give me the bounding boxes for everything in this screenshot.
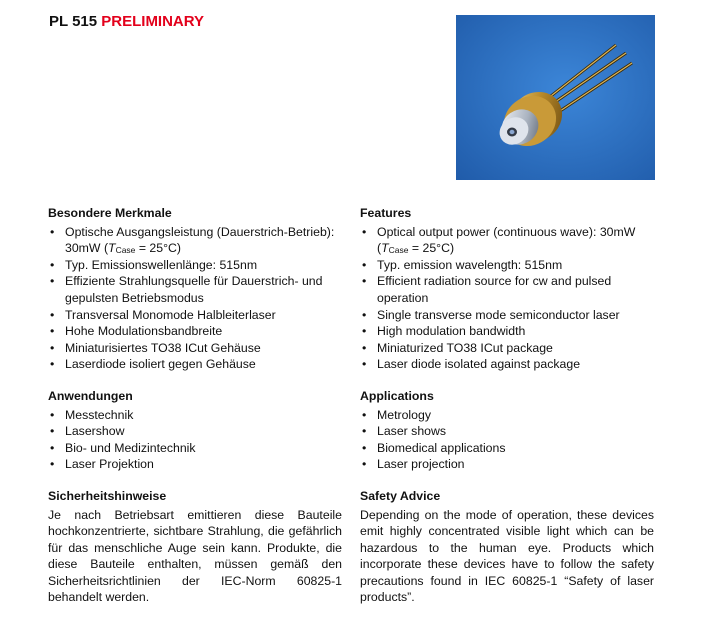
safety-paragraph: Je nach Betriebsart emittieren diese Bauteile hochkonzentrierte, sichtbare Strahlung, die gefährlich für das menschliche Auge sein kann. Produkte, die diese Bauteile enthalten, müssen gemäß den Sicherheitsrichtlinien der IEC-Norm 60825-1 behandelt werden. xyxy=(48,507,342,605)
list-item: • Miniaturisiertes TO38 ICut Gehäuse xyxy=(48,340,342,357)
sicherheitshinweise-section xyxy=(48,488,342,606)
features-list xyxy=(360,224,654,373)
list-item: • Effiziente Strahlungsquelle für Dauerstrich- und gepulsten Betriebsmodus xyxy=(48,273,342,306)
english-column xyxy=(360,205,654,606)
section-heading: Applications xyxy=(360,388,434,403)
list-item: • Miniaturized TO38 ICut package xyxy=(360,340,654,357)
list-item: • High modulation bandwidth xyxy=(360,323,654,340)
german-column xyxy=(48,205,342,606)
list-item: • Transversal Monomode Halbleiterlaser xyxy=(48,307,342,324)
features-list xyxy=(48,224,342,373)
besondere-merkmale-section xyxy=(48,205,342,373)
applications-list xyxy=(360,407,654,473)
section-heading: Besondere Merkmale xyxy=(48,206,172,220)
list-item: • Laser shows xyxy=(360,423,654,440)
safety-advice-section xyxy=(360,488,654,606)
list-item: • Laserdiode isoliert gegen Gehäuse xyxy=(48,356,342,373)
list-item: • Metrology xyxy=(360,407,654,424)
section-heading: Anwendungen xyxy=(48,388,133,403)
list-item: • Lasershow xyxy=(48,423,342,440)
list-item: • Typ. emission wavelength: 515nm xyxy=(360,257,654,274)
applications-section xyxy=(360,388,654,473)
document-title xyxy=(49,13,204,30)
list-item: • Laser diode isolated against package xyxy=(360,356,654,373)
list-item: • Biomedical applications xyxy=(360,440,654,457)
list-item: • Messtechnik xyxy=(48,407,342,424)
laser-diode-photo xyxy=(456,15,655,180)
safety-paragraph: Depending on the mode of operation, these devices emit highly concentrated visible light which can be hazardous to the human eye. Products which incorporate these devices have to follow the safety precautions found in IEC 60825-1 “Safety of laser products”. xyxy=(360,507,654,605)
features-section xyxy=(360,205,654,373)
section-heading: Safety Advice xyxy=(360,488,441,503)
list-item: • Laser Projektion xyxy=(48,456,342,473)
section-heading: Features xyxy=(360,206,412,220)
applications-list xyxy=(48,407,342,473)
list-item: • Hohe Modulationsbandbreite xyxy=(48,323,342,340)
product-name: PL 515 xyxy=(49,13,98,30)
preliminary-label: PRELIMINARY xyxy=(101,13,205,30)
anwendungen-section xyxy=(48,388,342,473)
list-item: • Optische Ausgangsleistung (Dauerstrich-Betrieb): 30mW $(T_{Case} = 25^\circ C)$ xyxy=(48,224,342,257)
list-item: • Optical output power (continuous wave): 30mW $(T_{Case} = 25^\circ C)$ xyxy=(360,224,654,257)
list-item: • Laser projection xyxy=(360,456,654,473)
section-heading: Sicherheitshinweise xyxy=(48,488,167,503)
list-item: • Typ. Emissionswellenlänge: 515nm xyxy=(48,257,342,274)
list-item: • Single transverse mode semiconductor laser xyxy=(360,307,654,324)
list-item: • Bio- und Medizintechnik xyxy=(48,440,342,457)
list-item: • Efficient radiation source for cw and pulsed operation xyxy=(360,273,654,306)
